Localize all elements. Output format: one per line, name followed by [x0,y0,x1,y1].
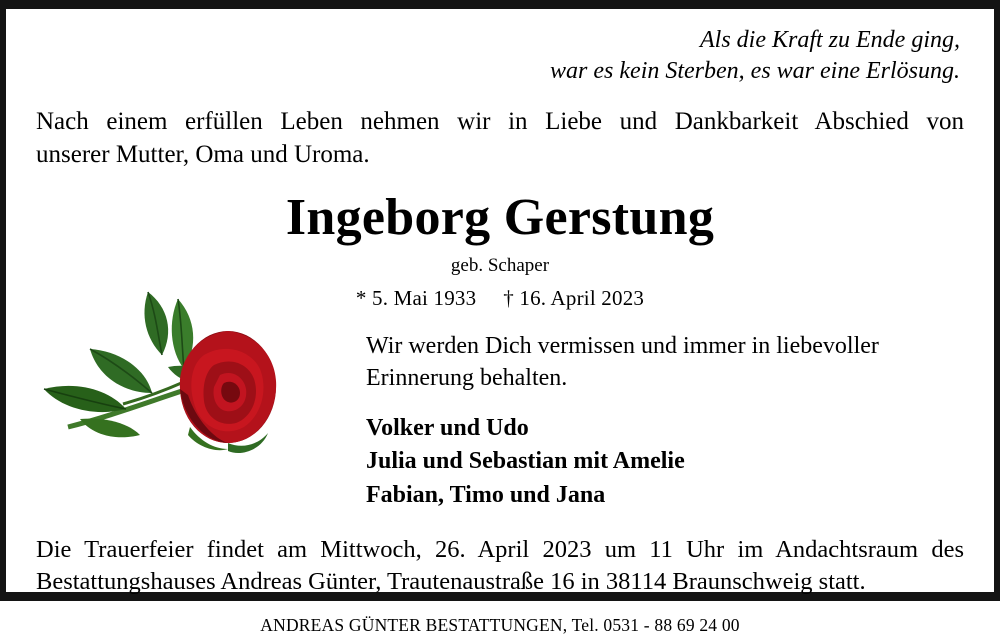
ceremony-line-1: Die Trauerfeier findet am Mittwoch, 26. April 2023 um 11 Uhr im Andachtsraum des [36,535,964,563]
family-line-3: Fabian, Timo und Jana [366,481,606,508]
death-date: † 16. April 2023 [503,286,645,311]
motto-line-2: war es kein Sterben, es war eine Erlösung. [550,57,960,84]
ceremony-details [36,534,964,599]
notice-inner [6,9,994,635]
intro-line-2: unserer Mutter, Oma und Uroma. [36,140,370,168]
intro-line-1: Nach einem erfüllen Leben nehmen wir in Liebe und Dankbarkeit Abschied von [36,108,964,136]
maiden-name: geb. Schaper [450,255,550,277]
motto-block [36,25,960,86]
life-dates [36,286,964,311]
memorial-line-2: Erinnerung behalten. [366,364,568,391]
intro-text [36,106,964,171]
memorial-text [366,331,964,394]
deceased-name: Ingeborg Gerstung [285,189,715,247]
birth-date: * 5. Mai 1933 [355,286,477,311]
memorial-line-1: Wir werden Dich vermissen und immer in liebevoller [366,333,879,360]
family-names [366,412,964,511]
funeral-home-footer: ANDREAS GÜNTER BESTATTUNGEN, Tel. 0531 - 88 69 24 00 [260,614,740,635]
family-line-1: Volker und Udo [366,415,529,442]
ceremony-line-2: Bestattungshauses Andreas Günter, Trautenaustraße 16 in 38114 Braunschweig statt. [36,568,866,596]
family-line-2: Julia und Sebastian mit Amelie [366,448,685,475]
motto-line-1: Als die Kraft zu Ende ging, [700,27,960,53]
